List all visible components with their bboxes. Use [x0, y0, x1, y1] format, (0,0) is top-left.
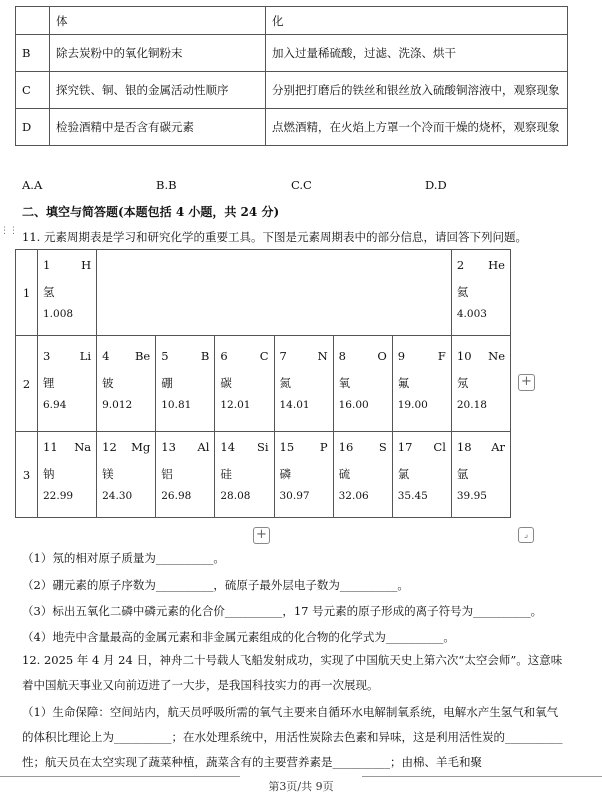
- atomic-number: 4: [102, 348, 110, 363]
- period-label: 1: [16, 250, 38, 336]
- atomic-number: 13: [161, 439, 176, 454]
- atomic-number: 17: [397, 439, 413, 454]
- atomic-number: 2: [456, 257, 465, 272]
- atomic-mass: 28.08: [220, 489, 251, 502]
- element-symbol: He: [488, 257, 505, 272]
- section-title: 二、填空与简答题(本题包括 4 小题，共 24 分): [22, 205, 280, 219]
- element-name: 氧: [338, 375, 351, 390]
- element-symbol: Ar: [491, 439, 505, 454]
- element-name: 硼: [161, 375, 173, 390]
- experiment-purpose: 探究铁、铜、银的金属活动性顺序: [50, 72, 266, 109]
- page-number: 第3页/共 9页: [268, 780, 334, 793]
- atomic-number: 9: [397, 348, 406, 363]
- element-name: 锂: [43, 375, 55, 390]
- add-row-plus-icon[interactable]: +: [253, 527, 270, 544]
- element-cell: [38, 336, 97, 432]
- element-cell: [274, 432, 333, 518]
- atomic-number: 18: [456, 439, 472, 454]
- atomic-number: 5: [161, 348, 169, 363]
- footer-divider-left: [0, 776, 240, 777]
- experiment-method: 加入过量稀硫酸，过滤、洗涤、烘干: [266, 35, 568, 72]
- element-cell: [451, 432, 510, 518]
- element-cell: [97, 432, 156, 518]
- element-symbol: Ne: [488, 348, 505, 363]
- period-label: 3: [16, 432, 38, 518]
- element-cell: [156, 432, 215, 518]
- atomic-mass: 20.18: [456, 398, 487, 411]
- atomic-mass: 12.01: [220, 398, 251, 411]
- element-cell: [392, 336, 451, 432]
- footer-divider-right: [362, 776, 602, 777]
- option-a: A.A: [22, 178, 43, 192]
- atomic-number: 16: [338, 439, 354, 454]
- element-symbol: Al: [197, 439, 210, 454]
- element-cell: [215, 336, 274, 432]
- row-label: C: [16, 72, 50, 109]
- atomic-mass: 32.06: [338, 489, 369, 502]
- element-symbol: Li: [79, 348, 92, 363]
- question-11-part-3: （3）标出五氧化二磷中磷元素的化合价__________，17 号元素的原子形成的离子符号为__________。: [22, 604, 543, 618]
- atomic-mass: 39.95: [456, 489, 487, 502]
- row-label: D: [16, 109, 50, 146]
- atomic-number: 10: [456, 348, 472, 363]
- atomic-mass: 22.99: [43, 489, 74, 502]
- atomic-mass: 19.00: [397, 398, 428, 411]
- element-cell: [38, 250, 97, 336]
- element-cell: [333, 336, 392, 432]
- atomic-number: 12: [102, 439, 117, 454]
- atomic-mass: 26.98: [161, 489, 192, 502]
- element-symbol: Na: [74, 439, 92, 454]
- experiment-purpose: 除去炭粉中的氧化铜粉末: [50, 35, 266, 72]
- element-name: 硫: [338, 466, 351, 481]
- periodic-table: [15, 249, 511, 518]
- question-12-part-1: （1）生命保障：空间站内，航天员呼吸所需的氧气主要来自循环水电解制氧系统，电解水产生氢气和氧气的体积比理论上为__________；在水处理系统中，用活性炭除去色素和异味，这是利用活性炭的__________性；航天员在太空实现了蔬菜种植，蔬菜含有的主要营养素是__________；由棉、羊毛和聚: [22, 705, 563, 769]
- element-symbol: Be: [134, 348, 151, 363]
- element-symbol: Mg: [131, 439, 151, 454]
- atomic-mass: 6.94: [43, 398, 67, 411]
- element-cell: [333, 432, 392, 518]
- atomic-number: 15: [279, 439, 295, 454]
- element-cell: [274, 336, 333, 432]
- element-name: 氖: [456, 375, 469, 390]
- experiment-method: 点燃酒精，在火焰上方罩一个冷而干燥的烧杯，观察现象: [266, 109, 568, 146]
- element-cell: [451, 336, 510, 432]
- atomic-mass: 1.008: [43, 307, 74, 320]
- table-cell-empty: [16, 7, 50, 35]
- row-label: B: [16, 35, 50, 72]
- element-symbol: C: [259, 348, 269, 363]
- element-name: 氟: [397, 375, 410, 390]
- element-name: 镁: [102, 466, 114, 481]
- option-b: B.B: [156, 178, 177, 192]
- atomic-number: 3: [43, 348, 51, 363]
- option-d: D.D: [425, 178, 447, 192]
- element-cell: [97, 336, 156, 432]
- atomic-number: 8: [338, 348, 346, 363]
- experiment-method: 分别把打磨后的铁丝和银丝放入硫酸铜溶液中，观察现象: [266, 72, 568, 109]
- element-cell: [451, 250, 510, 336]
- atomic-mass: 24.30: [102, 489, 133, 502]
- element-name: 氮: [279, 375, 291, 390]
- experiment-table: [15, 6, 568, 146]
- element-name: 钠: [43, 466, 55, 481]
- atomic-number: 14: [220, 439, 236, 454]
- element-cell: [156, 336, 215, 432]
- atomic-number: 11: [43, 439, 58, 454]
- element-name: 氦: [456, 284, 469, 299]
- element-name: 铝: [161, 466, 173, 481]
- period-label: 2: [16, 336, 38, 432]
- element-symbol: N: [317, 348, 328, 363]
- question-11-part-4: （4）地壳中含量最高的金属元素和非金属元素组成的化合物的化学式为__________。: [22, 630, 455, 644]
- atomic-number: 1: [43, 257, 51, 272]
- element-name: 碳: [220, 375, 232, 390]
- experiment-purpose: 检验酒精中是否含有碳元素: [50, 109, 266, 146]
- question-11-part-2: （2）硼元素的原子序数为__________，硫原子最外层电子数为__________。: [22, 578, 409, 592]
- element-name: 磷: [279, 466, 291, 481]
- element-symbol: S: [378, 439, 387, 454]
- element-symbol: B: [200, 348, 210, 363]
- table-header-col3: 化: [266, 7, 568, 35]
- element-name: 氢: [43, 284, 55, 299]
- drag-handle-icon[interactable]: ⋮⋮: [0, 226, 18, 236]
- element-name: 硅: [220, 466, 232, 481]
- atomic-mass: 14.01: [279, 398, 310, 411]
- element-symbol: H: [81, 257, 92, 272]
- element-symbol: Si: [256, 439, 269, 454]
- element-symbol: P: [319, 439, 328, 454]
- element-name: 铍: [102, 375, 114, 390]
- atomic-mass: 16.00: [338, 398, 369, 411]
- atomic-mass: 35.45: [397, 489, 428, 502]
- element-symbol: O: [377, 348, 387, 363]
- question-11-part-1: （1）氖的相对原子质量为__________。: [22, 551, 225, 565]
- atomic-mass: 10.81: [161, 398, 192, 411]
- option-c: C.C: [291, 178, 312, 192]
- element-cell: [215, 432, 274, 518]
- element-name: 氯: [397, 466, 410, 481]
- element-cell: [392, 432, 451, 518]
- question-11-intro: 11. 元素周期表是学习和研究化学的重要工具。下图是元素周期表中的部分信息，请回答下列问题。: [22, 230, 527, 244]
- table-resize-icon[interactable]: ⌟: [518, 527, 534, 543]
- table-header-col2: 体: [50, 7, 266, 35]
- element-cell: [38, 432, 97, 518]
- add-column-plus-icon[interactable]: +: [518, 374, 535, 391]
- atomic-number: 7: [279, 348, 287, 363]
- atomic-mass: 4.003: [456, 307, 487, 320]
- question-12-intro: 12. 2025 年 4 月 24 日，神舟二十号载人飞船发射成功，实现了中国航天史上第六次“太空会师”。这意味着中国航天事业又向前迈进了一大步，是我国科技实力的再一次展现。: [22, 653, 563, 692]
- atomic-mass: 9.012: [102, 398, 133, 411]
- empty-span-cell: [97, 250, 452, 336]
- atomic-number: 6: [220, 348, 228, 363]
- atomic-mass: 30.97: [279, 489, 310, 502]
- element-symbol: F: [437, 348, 446, 363]
- element-name: 氩: [456, 466, 469, 481]
- element-symbol: Cl: [433, 439, 446, 454]
